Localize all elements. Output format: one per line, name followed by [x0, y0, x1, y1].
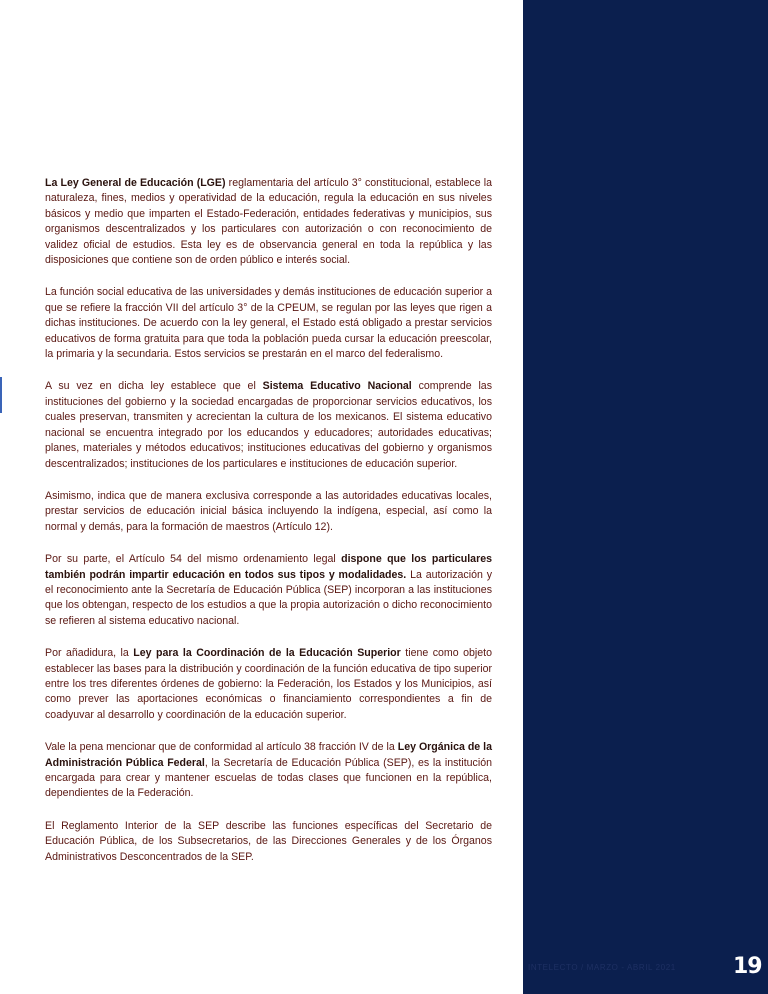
paragraph-articulo-54: [45, 552, 492, 629]
publication-footer: INTELECTO / MARZO - ABRIL 2021: [528, 963, 676, 972]
paragraph-text: comprende las instituciones del gobierno y la sociedad encargadas de proporcionar servicios educativos, los cuales preservan, transmiten y acrecientan la cultura de los mexicanos. El sistema educativo nacional se encuentra integrado por los educandos y educadores; autoridades educativas; planes, materiales y métodos educativos; instituciones educativas del gobierno y organismos descentralizados; instituciones de los particulares e instituciones de educación superior.: [45, 380, 492, 470]
bold-phrase: Sistema Educativo Nacional: [262, 380, 412, 393]
margin-accent-bar: [0, 377, 2, 413]
paragraph-text: A su vez en dicha ley establece que el: [45, 380, 263, 393]
paragraph-text: , la Secretaría de Educación Pública (SEP), es la institución encargada para crear y mantener escuelas de todas clases que funcionen en la república, dependientes de la Federación.: [45, 756, 492, 800]
bold-phrase: La Ley General de Educación (LGE): [45, 177, 226, 189]
bold-phrase: dispone que los particulares también podrán impartir educación en todos sus tipos y modalidades.: [45, 553, 492, 581]
bold-phrase: Ley para la Coordinación de la Educación Superior: [133, 647, 401, 660]
paragraph-text: El Reglamento Interior de la SEP describe las funciones específicas del Secretario de Educación Pública, de los Subsecretarios, de las Direcciones Generales y de los Órganos Administrativos Desconcentrados de la SEP.: [45, 819, 492, 863]
article-body: [45, 176, 492, 882]
bold-phrase: Ley Orgánica de la Administración Pública Federal: [45, 741, 492, 769]
paragraph-educacion-superior: [45, 646, 492, 723]
paragraph-ley-organica: [45, 740, 492, 802]
paragraph-text: Vale la pena mencionar que de conformidad al artículo 38 fracción IV de la: [45, 741, 398, 754]
paragraph-text: Por su parte, el Artículo 54 del mismo ordenamiento legal: [45, 553, 342, 566]
paragraph-lge: [45, 176, 492, 268]
navy-sidebar-panel: [523, 0, 768, 994]
paragraph-text: tiene como objeto establecer las bases para la distribución y coordinación de la función educativa de tipo superior entre los tres diferentes órdenes de gobierno: la Federación, los Estados y los Municipios, así como prever las aportaciones económicas o financiamiento correspondientes a fin de coadyuvar al desarrollo y coordinación de la educación superior.: [45, 647, 492, 721]
paragraph-sistema-educativo: [45, 379, 492, 471]
paragraph-reglamento-interior: [45, 819, 492, 865]
paragraph-text: Por añadidura, la: [45, 647, 134, 660]
paragraph-text: Asimismo, indica que de manera exclusiva corresponde a las autoridades educativas locales, prestar servicios de educación inicial básica incluyendo la indígena, especial, así como la normal y demás, para la formación de maestros (Artículo 12).: [45, 489, 492, 533]
paragraph-text: La función social educativa de las universidades y demás instituciones de educación superior a que se refiere la fracción VII del artículo 3° de la CPEUM, se regulan por las leyes que rigen a dichas instituciones. De acuerdo con la ley general, el Estado está obligado a prestar servicios educativos de forma gratuita para que toda la población pueda cursar la educación preescolar, la primaria y la secundaria. Estos servicios se prestarán en el marco del federalismo.: [45, 286, 492, 361]
paragraph-text: La autorización y el reconocimiento ante la Secretaría de Educación Pública (SEP) incorporan a las instituciones que los obtengan, respecto de los estudios a que la propia autorización o dicho reconocimiento se refieren al sistema educativo nacional.: [45, 568, 492, 627]
paragraph-funcion-social: [45, 285, 492, 362]
paragraph-text: reglamentaria del artículo 3° constitucional, establece la naturaleza, fines, medios y operatividad de la educación, regula la educación en sus niveles básicos y medio que imparten el Estado-Federación, entidades federativas y municipios, sus organismos descentralizados y los particulares con autorización o con reconocimiento de validez oficial de estudios. Esta ley es de observancia general en toda la república y las disposiciones que contiene son de orden público e interés social.: [45, 177, 492, 267]
page-number: 19: [733, 954, 762, 979]
paragraph-autoridades-locales: [45, 489, 492, 535]
